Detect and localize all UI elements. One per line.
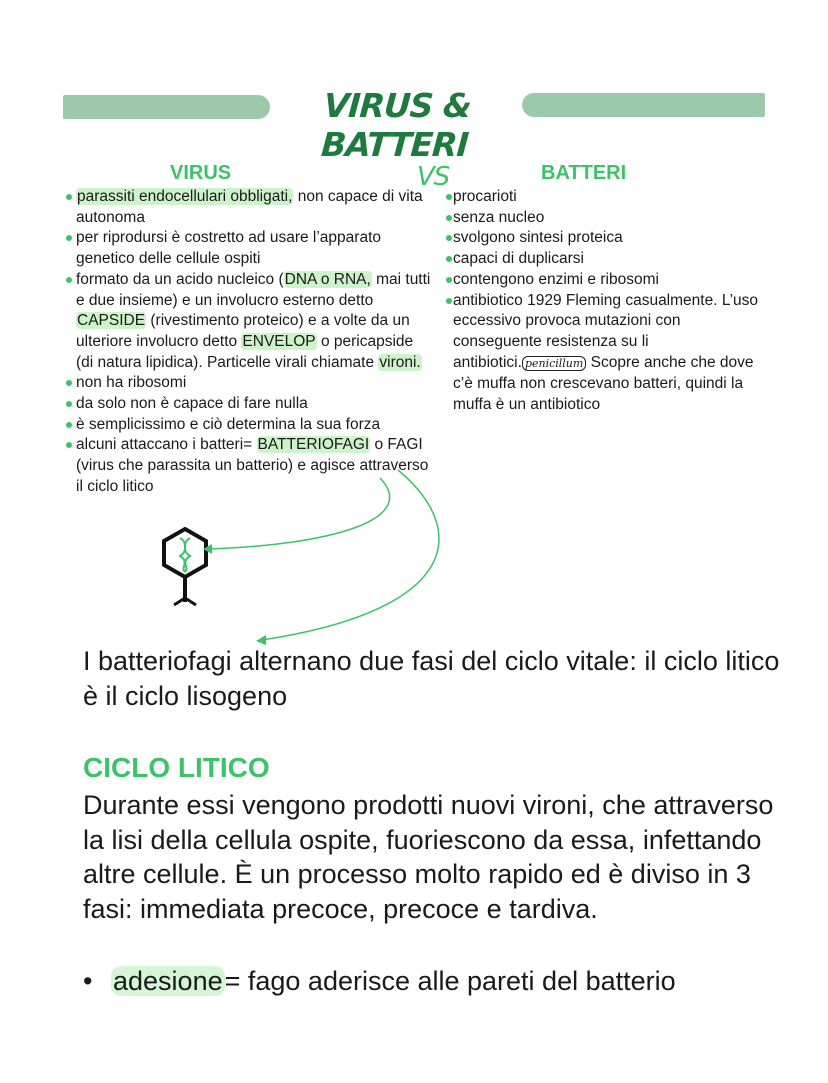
highlight: BATTERIOFAGI [257, 436, 370, 454]
bullet-dot [66, 235, 72, 241]
batteri-item-text: procarioti [453, 188, 517, 205]
bullet-dot [446, 298, 452, 304]
handwritten-note: penicillum [522, 356, 586, 371]
batteri-item [443, 249, 773, 270]
virus-item-text: formato da un acido nucleico ( [76, 270, 284, 288]
virus-item-text: alcuni attaccano i batteri= [76, 436, 257, 454]
virus-item-text: da solo non è capace di fare nulla [76, 395, 308, 413]
virus-heading: VIRUS [170, 162, 232, 184]
batteri-list [443, 187, 773, 416]
virus-item-text: o FAGI (virus che parassita un batterio) e agisce attraverso il ciclo litico [76, 436, 429, 495]
page-title: VIRUS & BATTERI [319, 86, 473, 164]
virus-item-text: non ha ribosomi [76, 374, 187, 392]
batteri-heading: BATTERI [541, 162, 627, 184]
title-bar-right [522, 93, 765, 117]
title-bar-left [63, 95, 270, 119]
virus-list [63, 187, 433, 498]
vs-label: VS [417, 162, 450, 192]
batteri-item-text: Scopre anche che dove c’è muffa non crescevano batteri, quindi la muffa è un antibiotico [453, 353, 754, 414]
virus-item-text: o pericapside (di natura lipidica). Particelle virali chiamate [76, 332, 414, 371]
batteri-item-text: contengono enzimi e ribosomi [453, 270, 659, 288]
adesione-term: adesione [113, 966, 223, 996]
ciclo-litico-heading: CICLO LITICO [83, 752, 270, 783]
bullet-dot [66, 194, 72, 200]
batteri-item-text: svolgono sintesi proteica [453, 229, 623, 247]
bullet-dot [66, 380, 72, 386]
virus-item-text: per riprodursi è costretto ad usare l’apparato genetico delle cellule ospiti [76, 229, 381, 268]
intro-paragraph: I batteriofagi alternano due fasi del ciclo vitale: il ciclo litico è il ciclo lisogeno [83, 646, 780, 711]
bullet-dot [66, 277, 72, 283]
adesione-definition: = fago aderisce alle pareti del batterio [224, 966, 676, 996]
virus-item [63, 394, 433, 415]
virus-item [63, 270, 433, 374]
bullet-dot [66, 401, 72, 407]
batteri-item-text: senza nucleo [453, 208, 545, 226]
virus-item-text: (rivestimento proteico) e a volte da un ulteriore involucro detto [76, 312, 410, 350]
virus-item-text: è semplicissimo e ciò determina la sua forza [76, 415, 381, 433]
virus-item-text: mai tutti e due insieme) e un involucro esterno detto [76, 270, 431, 309]
bullet: • [83, 966, 93, 996]
batteri-item [443, 228, 773, 249]
highlight: ENVELOP [242, 332, 316, 350]
virus-item [63, 415, 433, 436]
virus-item [63, 373, 433, 394]
bullet-dot [66, 442, 72, 448]
highlight: vironi. [379, 353, 421, 371]
virus-item [63, 435, 433, 497]
bacteriophage-icon [140, 522, 230, 612]
bullet-dot [66, 422, 72, 428]
adesione-item [83, 964, 676, 998]
virus-item [63, 187, 433, 228]
bullet-dot [446, 194, 452, 200]
highlight: CAPSIDE [77, 312, 146, 330]
bullet-dot [446, 235, 452, 241]
batteri-item-text: capaci di duplicarsi [453, 250, 584, 268]
ciclo-litico-body: Durante essi vengono prodotti nuovi vironi, che attraverso la lisi della cellula ospite, fuoriescono da essa, infettando altre cellule. È un processo molto rapido ed è diviso in 3 fasi: immediata precoce, precoce e tardiva. [83, 790, 774, 924]
bullet-dot [446, 215, 452, 221]
batteri-item [443, 291, 773, 416]
batteri-item [443, 187, 773, 208]
bullet-dot [446, 277, 452, 283]
batteri-item-text: antibiotico 1929 Fleming casualmente. L’uso eccessivo provoca mutazioni con conseguente resistenza su li antibiotici. [453, 291, 759, 371]
highlight: DNA o RNA, [284, 270, 371, 288]
highlight: parassiti endocellulari obbligati, [77, 188, 293, 205]
batteri-item [443, 208, 773, 229]
virus-item [63, 228, 433, 269]
batteri-item [443, 270, 773, 291]
virus-item-text: non capace di vita autonoma [76, 188, 423, 226]
bullet-dot [446, 256, 452, 262]
